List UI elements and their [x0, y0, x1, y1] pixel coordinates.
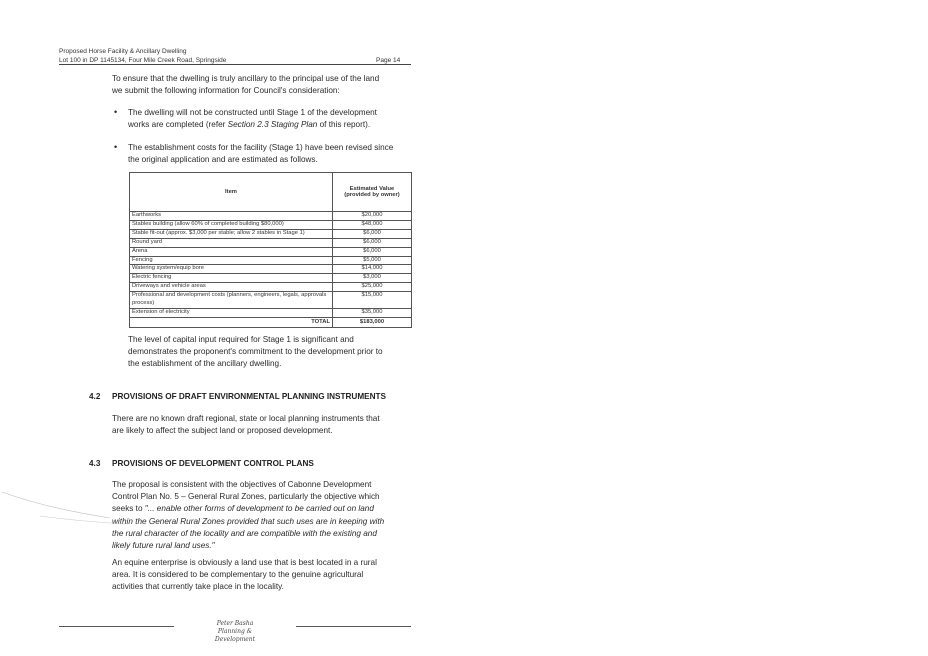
section-43-paragraph-2: An equine enterprise is obviously a land use that is best located in a rural area. It is considered to be complementary to the genuine agricultural activities that currently take place in the locality. — [112, 558, 377, 592]
header-rule — [59, 64, 411, 65]
bullet-dot: • — [114, 107, 118, 117]
header-address: Lot 100 in DP 1145134, Four Mile Creek Road, Springside — [59, 57, 227, 64]
table-row: Professional and development costs (planners, engineers, legals, approvals process) $15,000 — [130, 292, 412, 309]
intro-paragraph: To ensure that the dwelling is truly ancillary to the principal use of the land we submit the following information for Council's consideration: — [112, 74, 380, 96]
table-row: Driveways and vehicle areas $25,000 — [130, 283, 412, 292]
page-number: Page 14 — [376, 57, 401, 64]
col-header-value: Estimated Value (provided by owner) — [333, 173, 412, 212]
section-heading: PROVISIONS OF DEVELOPMENT CONTROL PLANS — [112, 459, 314, 468]
bullet-dot: • — [114, 142, 118, 152]
table-row: Stable fit-out (approx. $3,000 per stable; allow 2 stables in Stage 1) $6,000 — [130, 229, 412, 238]
scan-artifact-lines — [0, 480, 140, 540]
table-row: Watering system/equip bore $14,000 — [130, 265, 412, 274]
footer-rule-left — [59, 626, 174, 627]
table-row: Fencing $5,000 — [130, 256, 412, 265]
header-title: Proposed Horse Facility & Ancillary Dwelling — [59, 48, 187, 55]
table-row: Stables building (allow 60% of completed building $80,000) $48,000 — [130, 220, 412, 229]
section-number: 4.2 — [89, 392, 101, 401]
table-total-row: TOTAL $183,000 — [130, 318, 412, 328]
table-row: Earthworks $20,000 — [130, 212, 412, 221]
col-header-item: Item — [130, 173, 333, 212]
table-row: Arena $6,000 — [130, 247, 412, 256]
table-row: Electric fencing $3,000 — [130, 274, 412, 283]
bullet-costs: The establishment costs for the facility (Stage 1) have been revised since the original application and are estimated as follows. — [128, 143, 394, 165]
section-43-paragraph-1: The proposal is consistent with the objectives of Cabonne Development Control Plan No. 5 – General Rural Zones, particularly the objective which seeks to "... enable other forms of development to be carried out on land within the General Rural Zones provided that such uses are in keeping with the rural character of the locality and are compatible with the existing and likely future rural land uses." — [112, 480, 385, 551]
cost-table — [129, 172, 412, 328]
table-row: Extension of electricity $35,000 — [130, 309, 412, 318]
section-number: 4.3 — [89, 459, 101, 468]
table-row: Round yard $6,000 — [130, 238, 412, 247]
capital-paragraph: The level of capital input required for Stage 1 is significant and demonstrates the proponent's commitment to the development prior to the establishment of the ancillary dwelling. — [128, 335, 383, 369]
section-heading: PROVISIONS OF DRAFT ENVIRONMENTAL PLANNING INSTRUMENTS — [112, 392, 386, 401]
footer-signature: Peter Basha Planning & Development — [214, 620, 256, 643]
bullet-staging: The dwelling will not be constructed until Stage 1 of the development works are completed (refer Section 2.3 Staging Plan of this report). — [128, 108, 377, 130]
section-42-paragraph: There are no known draft regional, state or local planning instruments that are likely to affect the subject land or proposed development. — [112, 414, 380, 436]
footer-rule-right — [296, 626, 411, 627]
